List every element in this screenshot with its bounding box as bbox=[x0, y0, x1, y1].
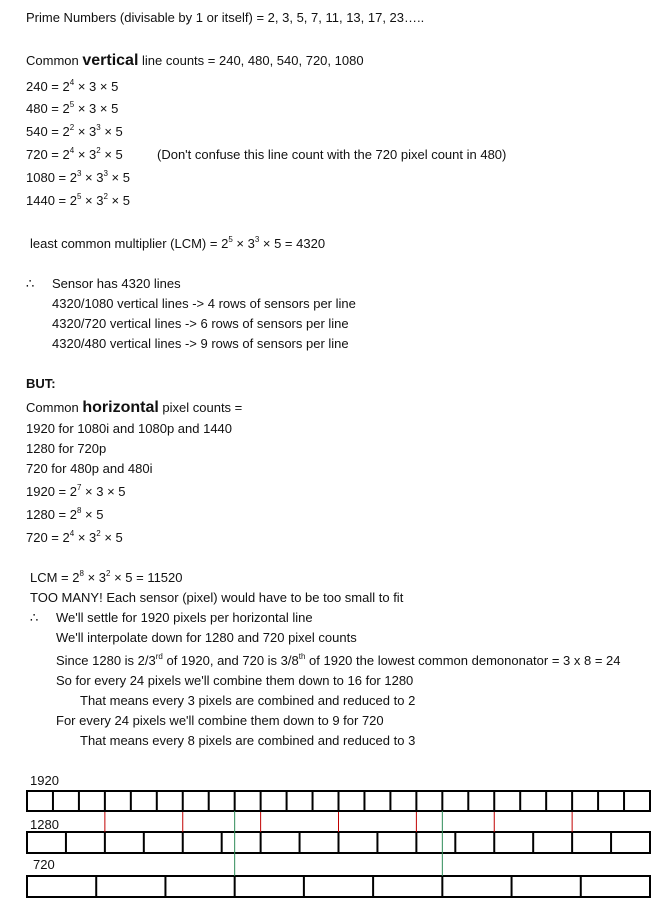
lcm-line: least common multiplier $(LCM) = 2^5 \times 3^3 \times 5 = 4320$ bbox=[30, 234, 326, 251]
sensor-line: Sensor has 4320 lines bbox=[52, 276, 181, 291]
note-720: (Don't confuse this line count with the 720 pixel count in 480) bbox=[157, 147, 507, 162]
factor-1080: $1080 = 2^3 \times 3^3 \times 5$ bbox=[26, 168, 130, 185]
factor-1280: $1280 = 2^8 \times 5$ bbox=[26, 505, 104, 522]
horizontal-heading: Common horizontal pixel counts = bbox=[26, 399, 243, 416]
combine-line: So for every 24 pixels we'll combine them down to 16 for 1280 bbox=[56, 673, 414, 688]
therefore-symbol: ∴ bbox=[30, 610, 39, 625]
factor-480: $480 = 2^5 \times 3 \times 5$ bbox=[26, 99, 119, 116]
horizontal-line: 720 for 480p and 480i bbox=[26, 461, 153, 476]
since-line: Since 1280 is 2/3rd of 1920, and 720 is 3/8th of 1920 the lowest common demononator = 3 x 8 = 24 bbox=[56, 651, 621, 668]
but-heading: BUT: bbox=[26, 376, 56, 391]
too-many-line: TOO MANY! Each sensor (pixel) would have to be too small to fit bbox=[30, 590, 404, 605]
settle-line: We'll settle for 1920 pixels per horizontal line bbox=[56, 610, 313, 625]
therefore-symbol: ∴ bbox=[26, 276, 35, 291]
sensor-line: 4320/1080 vertical lines -> 4 rows of sensors per line bbox=[52, 296, 356, 311]
bar-720-frame bbox=[27, 876, 650, 897]
combine-line: For every 24 pixels we'll combine them down to 9 for 720 bbox=[56, 713, 384, 728]
factor-1440: $1440 = 2^5 \times 3^2 \times 5$ bbox=[26, 191, 130, 208]
horizontal-keyword: horizontal bbox=[82, 399, 159, 416]
sensor-line: 4320/720 vertical lines -> 6 rows of sensors per line bbox=[52, 316, 349, 331]
factor-720: $720 = 2^4 \times 3^2 \times 5$ bbox=[26, 145, 123, 162]
combine-line: That means every 3 pixels are combined and reduced to 2 bbox=[80, 693, 416, 708]
label-1920: 1920 bbox=[30, 773, 59, 788]
primes-line: Prime Numbers (divisable by 1 or itself) = 2, 3, 5, 7, 11, 13, 17, 23….. bbox=[26, 10, 425, 25]
vertical-post: line counts = 240, 480, 540, 720, 1080 bbox=[138, 53, 364, 68]
factor-540: $540 = 2^2 \times 3^3 \times 5$ bbox=[26, 122, 123, 139]
factor-720-horizontal: $720 = 2^4 \times 3^2 \times 5$ bbox=[26, 528, 123, 545]
label-720: 720 bbox=[33, 857, 55, 872]
settle-line: We'll interpolate down for 1280 and 720 pixel counts bbox=[56, 630, 357, 645]
sensor-line: 4320/480 vertical lines -> 9 rows of sensors per line bbox=[52, 336, 349, 351]
vertical-keyword: vertical bbox=[82, 52, 139, 69]
combine-line: That means every 8 pixels are combined and reduced to 3 bbox=[80, 733, 416, 748]
factor-240: $240 = 2^4 \times 3 \times 5$ bbox=[26, 77, 119, 94]
vertical-pre: Common bbox=[26, 53, 83, 68]
lcm2-line: LCM = $2^8 \times 3^2 \times 5 = 11520$ bbox=[30, 568, 183, 585]
horizontal-line: 1280 for 720p bbox=[26, 441, 107, 456]
horizontal-line: 1920 for 1080i and 1080p and 1440 bbox=[26, 421, 233, 436]
label-1280: 1280 bbox=[30, 817, 59, 832]
factor-1920: $1920 = 2^7 \times 3 \times 5$ bbox=[26, 482, 126, 499]
